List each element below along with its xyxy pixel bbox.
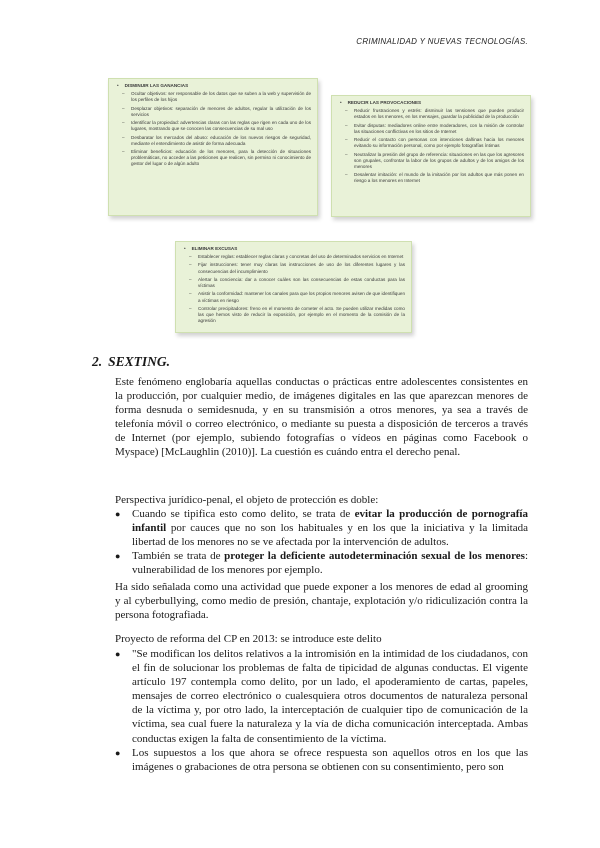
slide-box-item: – Asistir la conformidad: mantener los canales para que los propios menores avisen de que identifiquen a víctimas en riesgo — [198, 291, 405, 303]
slide-box-item: – Reducir el contacto con personas con intenciones dañinas hacia los menores evitando su información personal, como por ejemplo fotografías íntimas — [354, 137, 524, 149]
perspective-label: Perspectiva jurídico-penal, el objeto de protección es doble: — [115, 494, 379, 506]
item-text: : vulnerabilidad de los menores por ejemplo. — [132, 550, 528, 577]
perspective-item — [132, 507, 528, 549]
slide-box-item: – Controlar precipitadores: freno en el momento de cometer el acto. Se pueden utilizar medidas como las que hemos visto de reducir la exposición, por ejemplo en el momento de la comisión de la agresión — [198, 306, 405, 324]
item-text: Cuando se tipifica esto como delito, se trata de — [132, 508, 355, 520]
activity-paragraph: Ha sido señalada como una actividad que puede exponer a los menores de edad al grooming y al cyberbullying, como medio de presión, chantaje, explotación y/o ridiculización contra la persona fotografiada. — [115, 581, 528, 622]
item-emphasis: proteger la deficiente autodeterminación sexual de los menores — [224, 550, 525, 563]
slide-box-title: • DISMINUIR LAS GANANCIAS — [117, 83, 311, 89]
slide-box-title: • ELIMINAR EXCUSAS — [184, 246, 405, 252]
reform-label: Proyecto de reforma del CP en 2013: se introduce este delito — [115, 633, 382, 645]
slide-box-reducir-provocaciones — [331, 95, 531, 217]
intro-paragraph: Este fenómeno englobaría aquellas conductas o prácticas entre adolescentes consistentes en la producción, por cualquier medio, de imágenes digitales en las que aparezcan menores de forma desnuda o semidesnuda, y en su transmisión a otros menores, ya sea a través de telefonía móvil o correo electrónico, o mediante su puesta a disposición de terceros a través de Internet (por ejemplo, subiendo fotografías o vídeos en páginas como Facebook o Myspace) [McLaughlin (2010)]. La cuestión es cuándo entra el derecho penal. — [115, 376, 528, 459]
slide-box-item: – Fijar instrucciones: tener muy claras las instrucciones de uso de los diferentes lugares y las consecuencias del incumplimiento — [198, 262, 405, 274]
reform-item: ● Los supuestos a los que ahora se ofrece respuesta son aquellos otros en los que las imágenes o grabaciones de otra persona se obtienen con su consentimiento, pero son — [132, 746, 528, 774]
slide-box-title: • REDUCIR LAS PROVOCACIONES — [340, 100, 524, 106]
slide-box-item: – Desalentar imitación: el mundo de la imitación por los adultos que más ponen en riesgo a los menores en Internet — [354, 172, 524, 184]
section-number: 2. — [92, 354, 103, 369]
slide-box-item: – Establecer reglas: establecer reglas claras y concretas del uso de determinados servicios en Internet — [198, 254, 405, 260]
running-header: CRIMINALIDAD Y NUEVAS TECNOLOGÍAS. — [356, 37, 528, 46]
perspective-list — [132, 507, 528, 577]
slide-box-item: – Ocultar objetivos: ser responsable de los datos que se suben a la web y supervisión de los perfiles de los hijos — [131, 91, 311, 103]
slide-box-item: – Desplazar objetivos: separación de menores de adultos, regular la utilización de los servicios — [131, 106, 311, 118]
section-title: SEXTING. — [108, 354, 171, 369]
slide-box-item: – Evitar disputas: mediadores online entre moderadores, con la misión de controlar las situaciones conflictivas en los sitios de Internet — [354, 123, 524, 135]
item-text: por cauces que no son los habituales y en los que la iniciativa y la limitada libertad de los menores no se ve afectada por la intervención de adultos. — [132, 522, 528, 549]
slide-box-item: – Desbaratar los mercados del abuso: educación de los nuevos riesgos de seguridad, mediante el entendimiento de asistir de forma adecuada — [131, 135, 311, 147]
slide-box-eliminar-excusas — [175, 241, 412, 333]
reform-item: ● "Se modifican los delitos relativos a la intromisión en la intimidad de los ciudadanos, con el fin de solucionar los problemas de falta de tipicidad de algunas conductas. El vigente artículo 197 contempla como delito, por un lado, el apoderamiento de cartas, papeles, mensajes de correo electrónico o cualesquiera otros documentos de naturaleza personal de la víctima y, por otro lado, la interceptación de cualquier tipo de comunicación de la víctima, sea cual fuere la naturaleza y la vía de dicha comunicación interceptada. Ambas conductas exigen la falta de consentimiento de la víctima. — [132, 647, 528, 746]
item-text: También se trata de — [132, 550, 225, 563]
slide-box-list — [340, 108, 524, 184]
slide-box-item: – Neutralizar la presión del grupo de referencia: situaciones en las que los agresores son grupales, confrontar la labor de los grupos de adultos y de los amigos de los menores — [354, 152, 524, 170]
slide-box-disminuir-ganancias — [108, 78, 318, 216]
slide-box-item: – Reducir frustraciones y estrés: disminuir las tensiones que pueden producir estados en los menores, en los mensajes, guardar la publicidad de la producción — [354, 108, 524, 120]
slide-box-item: – Alertar la conciencia: dar a conocer cuáles son las consecuencias de estas conductas para las víctimas — [198, 277, 405, 289]
reform-list — [132, 647, 528, 774]
slide-box-item: – Eliminar beneficios: educación de los menores, para la detección de situaciones problemáticas, no acceder a las peticiones que realicen, sin permiso ni conocimiento de gestor del lugar o de algún adulto — [131, 149, 311, 167]
item-emphasis: evitar la producción de pornografía infantil — [132, 508, 528, 535]
slide-box-item: – Identificar la propiedad: advertencias claras con las reglas que rigen en cada uno de los lugares, mostrando que se conocen las consecuencias de su mal uso — [131, 120, 311, 132]
perspective-item — [132, 549, 528, 577]
slide-box-list — [184, 254, 405, 324]
slide-box-list — [117, 91, 311, 167]
section-heading — [92, 354, 170, 370]
